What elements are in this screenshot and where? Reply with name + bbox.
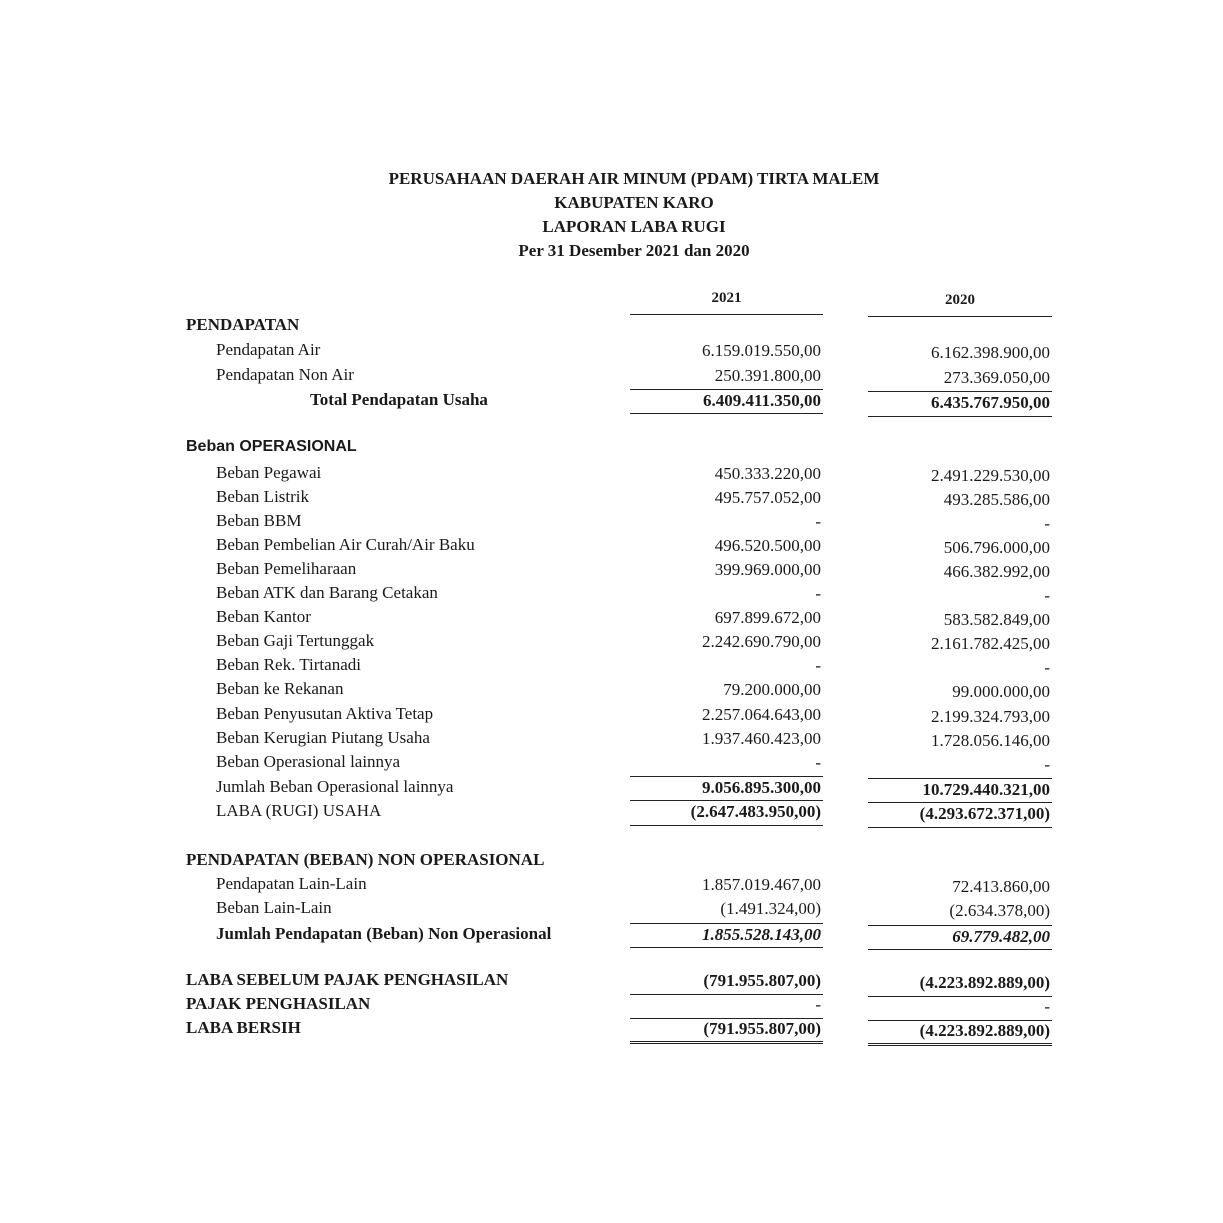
row-label: Pendapatan Non Air — [216, 365, 354, 384]
value-2020: 69.779.482,00 — [952, 927, 1050, 946]
company-name: PERUSAHAAN DAERAH AIR MINUM (PDAM) TIRTA MALEM — [388, 169, 880, 188]
total-rule-2021 — [630, 413, 823, 414]
row-label: Beban OPERASIONAL — [186, 438, 357, 455]
row-label: Beban Gaji Tertunggak — [216, 631, 375, 650]
value-2020: 6.435.767.950,00 — [931, 393, 1050, 412]
value-2021: 1.855.528.143,00 — [702, 925, 821, 944]
value-2020: - — [1044, 997, 1050, 1016]
value-2021: (1.491.324,00) — [720, 899, 821, 918]
row-label: Jumlah Beban Operasional lainnya — [216, 777, 454, 796]
total-rule-2020 — [868, 949, 1052, 950]
value-2021: 6.409.411.350,00 — [702, 391, 821, 410]
row-label: Beban BBM — [216, 511, 302, 530]
section-heading-pendapatan — [0, 315, 1223, 339]
value-2020: 2.491.229.530,00 — [931, 466, 1050, 485]
row-label: PAJAK PENGHASILAN — [186, 994, 371, 1013]
value-2021: 250.391.800,00 — [714, 366, 821, 385]
row-label: PENDAPATAN (BEBAN) NON OPERASIONAL — [186, 850, 545, 869]
total-row — [0, 390, 1223, 414]
report-header — [0, 167, 1223, 263]
value-2021: 399.969.000,00 — [714, 560, 821, 579]
value-2021: 495.757.052,00 — [714, 488, 821, 507]
grand-total-row — [0, 1018, 1223, 1042]
value-2021: (791.955.807,00) — [703, 971, 821, 990]
column-header-2021: 2021 — [711, 290, 742, 306]
value-2020: 583.582.849,00 — [943, 610, 1050, 629]
value-2020: 2.199.324.793,00 — [931, 707, 1050, 726]
table-row — [0, 607, 1223, 631]
value-2021: - — [815, 753, 821, 772]
row-label: PENDAPATAN — [186, 315, 300, 334]
value-2020: (4.223.892.889,00) — [919, 973, 1050, 992]
value-2020: 10.729.440.321,00 — [922, 780, 1050, 799]
table-row — [0, 583, 1223, 607]
table-row — [0, 752, 1223, 776]
row-label: Beban ke Rekanan — [216, 679, 344, 698]
value-2020: 506.796.000,00 — [943, 538, 1050, 557]
row-label: Beban ATK dan Barang Cetakan — [216, 583, 438, 602]
report-period: Per 31 Desember 2021 dan 2020 — [518, 241, 750, 260]
value-2020: (4.223.892.889,00) — [919, 1021, 1050, 1040]
value-2021: 697.899.672,00 — [714, 608, 821, 627]
value-2020: - — [1044, 755, 1050, 774]
table-row — [0, 487, 1223, 511]
value-2020: - — [1044, 514, 1050, 533]
table-row — [0, 898, 1223, 922]
column-header-2020: 2020 — [945, 292, 975, 308]
grand-total-double-rule-2021 — [630, 1041, 823, 1044]
section-heading-non-operasional — [0, 850, 1223, 874]
value-2021: - — [815, 512, 821, 531]
value-2020: 99.000.000,00 — [952, 682, 1050, 701]
row-label: Beban Lain-Lain — [216, 898, 332, 917]
row-label: Beban Kantor — [216, 607, 311, 626]
row-label: Beban Kerugian Piutang Usaha — [216, 728, 430, 747]
total-row — [0, 801, 1223, 825]
value-2021: (2.647.483.950,00) — [690, 802, 821, 821]
table-row — [0, 704, 1223, 728]
row-label: Beban Rek. Tirtanadi — [216, 655, 361, 674]
value-2021: - — [815, 584, 821, 603]
value-2021: 1.937.460.423,00 — [702, 729, 821, 748]
row-label: Beban Operasional lainnya — [216, 752, 401, 771]
value-2020: - — [1044, 658, 1050, 677]
table-row — [0, 631, 1223, 655]
grand-total-double-rule-2020 — [868, 1043, 1052, 1046]
row-label: Pendapatan Lain-Lain — [216, 874, 367, 893]
value-2021: (791.955.807,00) — [703, 1019, 821, 1038]
value-2021: 2.242.690.790,00 — [702, 632, 821, 651]
value-2020: 493.285.586,00 — [943, 490, 1050, 509]
value-2021: 6.159.019.550,00 — [702, 341, 821, 360]
table-row — [0, 340, 1223, 364]
table-row — [0, 728, 1223, 752]
row-label: Beban Pegawai — [216, 463, 322, 482]
total-row — [0, 924, 1223, 948]
subtotal-row — [0, 777, 1223, 801]
table-row — [0, 463, 1223, 487]
value-2020: - — [1044, 586, 1050, 605]
row-label: Total Pendapatan Usaha — [310, 390, 488, 409]
total-rule-2021 — [630, 947, 823, 948]
table-row — [0, 655, 1223, 679]
total-rule-2020 — [868, 827, 1052, 828]
row-label: Beban Listrik — [216, 487, 310, 506]
row-label: Jumlah Pendapatan (Beban) Non Operasional — [216, 924, 552, 943]
value-2020: (2.634.378,00) — [949, 901, 1050, 920]
table-row — [0, 874, 1223, 898]
value-2021: - — [815, 995, 821, 1014]
value-2020: (4.293.672.371,00) — [919, 804, 1050, 823]
row-label: Beban Penyusutan Aktiva Tetap — [216, 704, 434, 723]
value-2020: 273.369.050,00 — [943, 368, 1050, 387]
row-label: LABA (RUGI) USAHA — [216, 801, 382, 820]
row-label: Beban Pembelian Air Curah/Air Baku — [216, 535, 475, 554]
section-heading-beban-operasional — [0, 438, 1223, 462]
value-2020: 72.413.860,00 — [952, 877, 1050, 896]
row-label: LABA BERSIH — [186, 1018, 301, 1037]
table-row — [0, 559, 1223, 583]
row-label: LABA SEBELUM PAJAK PENGHASILAN — [186, 970, 509, 989]
row-label: Beban Pemeliharaan — [216, 559, 357, 578]
value-2020: 6.162.398.900,00 — [931, 343, 1050, 362]
value-2021: 1.857.019.467,00 — [702, 875, 821, 894]
total-rule-2020 — [868, 416, 1052, 417]
value-2020: 2.161.782.425,00 — [931, 634, 1050, 653]
report-title: LAPORAN LABA RUGI — [542, 217, 726, 236]
value-2021: - — [815, 656, 821, 675]
table-row — [0, 994, 1223, 1018]
value-2021: 496.520.500,00 — [714, 536, 821, 555]
regency-name: KABUPATEN KARO — [554, 193, 714, 212]
value-2021: 450.333.220,00 — [714, 464, 821, 483]
value-2020: 466.382.992,00 — [943, 562, 1050, 581]
table-row — [0, 511, 1223, 535]
value-2021: 9.056.895.300,00 — [702, 778, 821, 797]
total-rule-2021 — [630, 825, 823, 826]
table-row — [0, 679, 1223, 703]
table-row — [0, 365, 1223, 389]
total-row — [0, 970, 1223, 994]
value-2020: 1.728.056.146,00 — [931, 731, 1050, 750]
table-row — [0, 535, 1223, 559]
row-label: Pendapatan Air — [216, 340, 321, 359]
value-2021: 2.257.064.643,00 — [702, 705, 821, 724]
value-2021: 79.200.000,00 — [723, 680, 821, 699]
